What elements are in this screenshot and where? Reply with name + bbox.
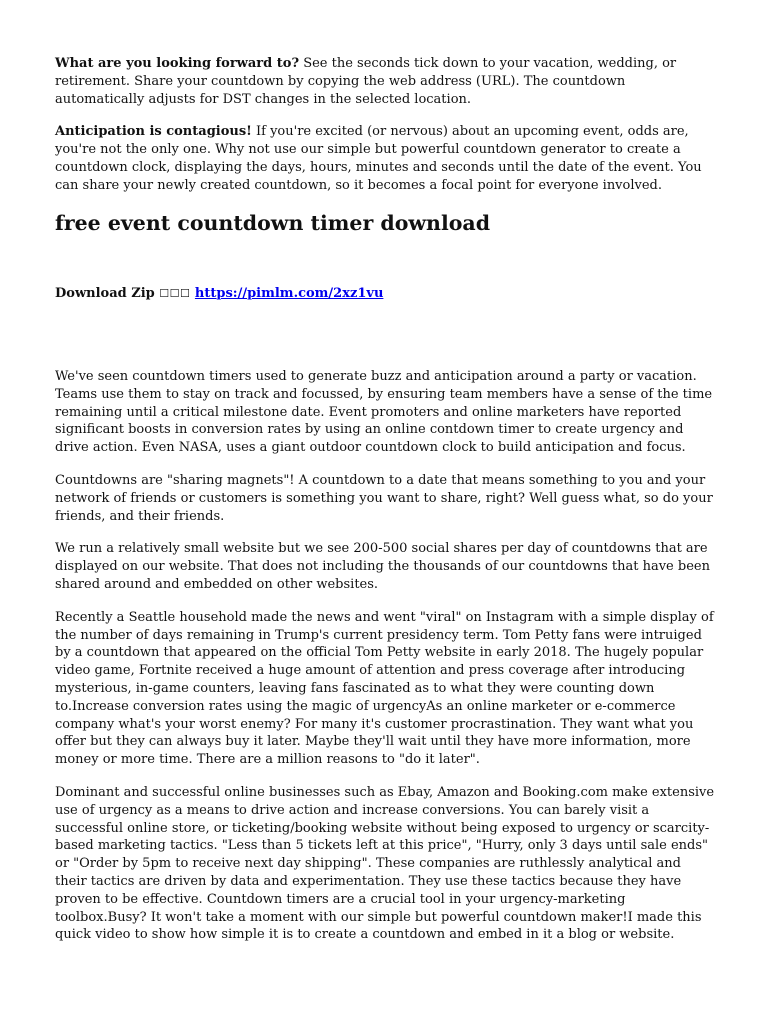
body-paragraph-4: Recently a Seattle household made the news and went "viral" on Instagram with a simple display of the number of days remaining in Trump's current presidency term. Tom Petty fans were intruiged by a countdown that appeared on the official Tom Petty website in early 2018. The hugely popular video game, Fortnite received a huge amount of attention and press coverage after introducing mysterious, in-game counters, leaving fans fascinated as to what they were counting down to.Increase conversion rates using the magic of urgencyAs an online marketer or e-commerce company what's your worst enemy? For many it's customer procrastination. They want what you offer but they can always buy it later. Maybe they'll wait until they have more information, more money or more time. There are a million reasons to "do it later". bbox=[55, 609, 714, 768]
intro-paragraph-2 bbox=[55, 123, 715, 194]
intro-paragraph-1 bbox=[55, 55, 715, 108]
body-text bbox=[55, 368, 715, 959]
body-paragraph-2: Countdowns are "sharing magnets"! A countdown to a date that means something to you and your network of friends or customers is something you want to share, right? Well guess what, so do your friends, and their friends. bbox=[55, 472, 713, 524]
download-line bbox=[55, 285, 383, 302]
body-paragraph-3: We run a relatively small website but we see 200-500 social shares per day of countdowns that are displayed on our website. That does not including the thousands of our countdowns that have been shared around and embedded on other websites. bbox=[55, 541, 710, 592]
body-paragraph-1: We've seen countdown timers used to generate buzz and anticipation around a party or vacation. Teams use them to stay on track and focussed, by ensuring team members have a sense of the time remaining until a critical milestone date. Event promoters and online marketers have reported significant boosts in conversion rates by using an online contdown timer to create urgency and drive action. Even NASA, uses a giant outdoor countdown clock to build anticipation and focus. bbox=[55, 369, 713, 456]
placeholder-glyph-icon: ☐☐☐ bbox=[159, 287, 191, 300]
download-label: Download Zip bbox=[55, 286, 155, 301]
intro-paragraph-1-lead: What are you looking forward to? bbox=[55, 56, 300, 71]
page-heading: free event countdown timer download bbox=[55, 211, 491, 235]
download-link[interactable]: https://pimlm.com/2xz1vu bbox=[194, 286, 384, 301]
document-page bbox=[55, 55, 715, 943]
intro-paragraph-2-lead: Anticipation is contagious! bbox=[55, 124, 252, 140]
body-paragraph-5: Dominant and successful online businesses such as Ebay, Amazon and Booking.com make extensive use of urgency as a means to drive action and increase conversions. You can barely visit a successful online store, or ticketing/booking website without being exposed to urgency or scarcity-based marketing tactics. "Less than 5 tickets left at this price", "Hurry, only 3 days until sale ends" or "Order by 5pm to receive next day shipping". These companies are ruthlessly analytical and their tactics are driven by data and experimentation. They use these tactics because they have proven to be effective. Countdown timers are a crucial tool in your urgency-marketing toolbox.Busy? It won't take a moment with our simple but powerful countdown maker!I made this quick video to show how simple it is to create a countdown and embed in it a blog or website. bbox=[55, 784, 715, 943]
intro-paragraph-1-text: See the seconds tick down to your vacation, wedding, or retirement. Share your countdown by copying the web address (URL). The countdown automatically adjusts for DST changes in the selected location. bbox=[55, 56, 677, 107]
intro-paragraph-2-text: If you're excited (or nervous) about an upcoming event, odds are, you're not the only one. Why not use our simple but powerful countdown generator to create a countdown clock, displaying the days, hours, minutes and seconds until the date of the event. You can share your newly created countdown, so it becomes a focal point for everyone involved. bbox=[55, 124, 702, 193]
